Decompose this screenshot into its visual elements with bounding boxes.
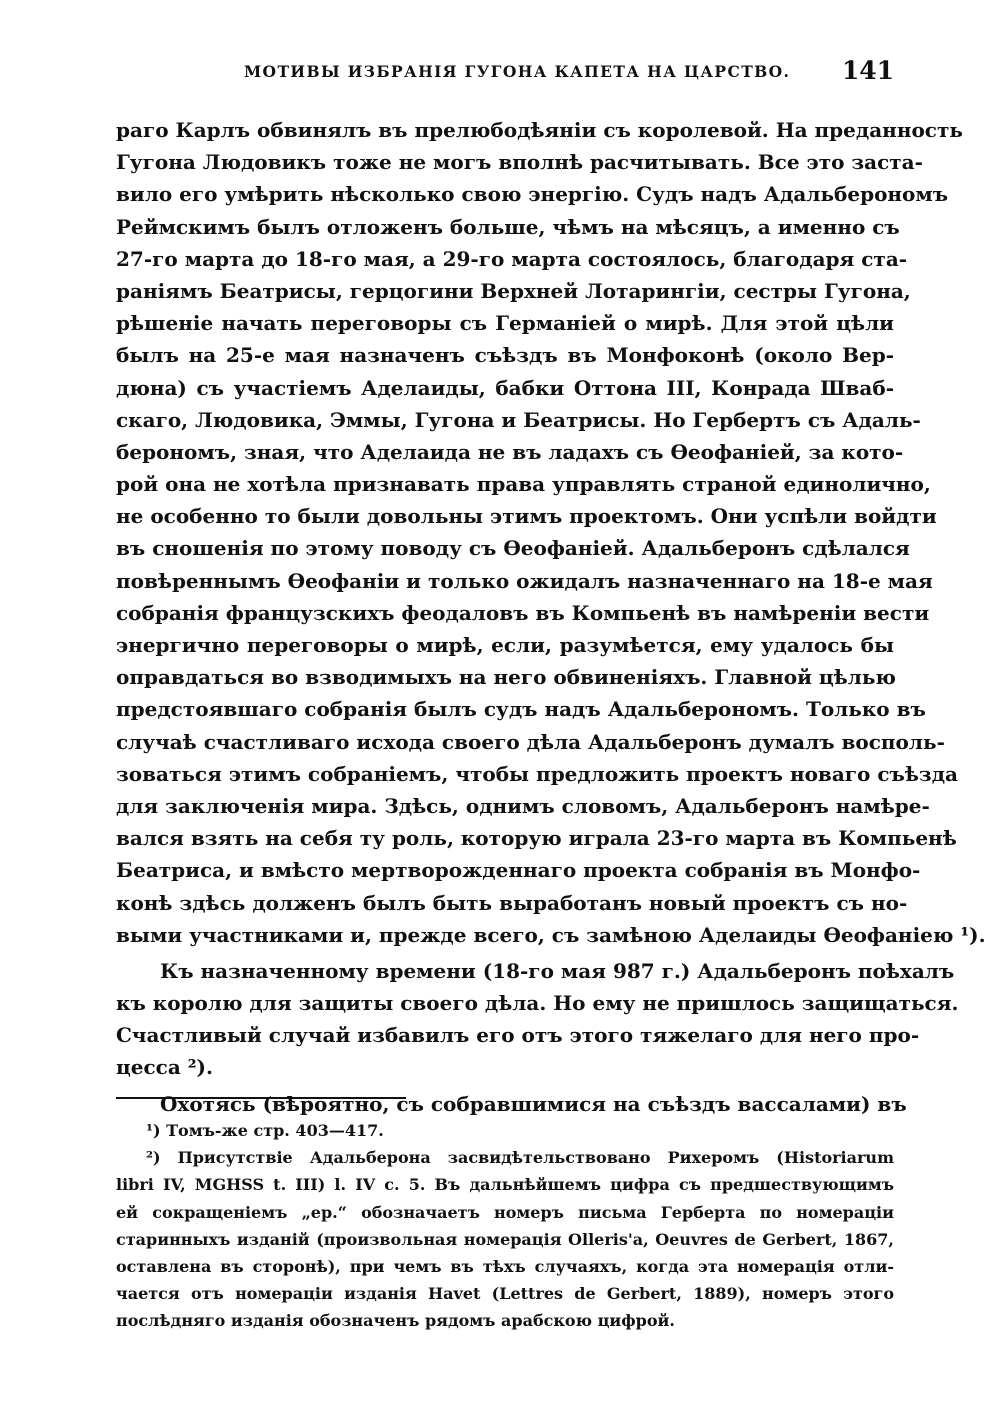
footnote-line: ей сокращеніемъ „ep.“ обозначаетъ номеръ письма Герберта по номераціи — [116, 1202, 894, 1222]
text-line: вался взять на себя ту роль, которую играла 23-го марта въ Компьенѣ — [116, 826, 957, 851]
text-line: раніямъ Беатрисы, герцогини Верхней Лотарингіи, сестры Гугона, — [116, 278, 911, 303]
running-title: МОТИВЫ ИЗБРАНІЯ ГУГОНА КАПЕТА НА ЦАРСТВО. — [244, 62, 791, 81]
text-line: предстоявшаго собранія былъ судъ надъ Адальберономъ. Только въ — [116, 697, 926, 722]
text-line: оправдаться во взводимыхъ на него обвиненіяхъ. Главной цѣлью — [116, 665, 896, 690]
text-line: не особенно то были довольны этимъ проектомъ. Они успѣли войдти — [116, 504, 937, 529]
text-line: берономъ, зная, что Аделаида не въ ладахъ съ Ѳеофаніей, за кото- — [116, 439, 904, 464]
text-line: 27-го марта до 18-го мая, а 29-го марта состоялось, благодаря ста- — [116, 246, 908, 271]
footnote-line: старинныхъ изданій (произвольная номерація Ollerіs'а, Oeuvres de Gerbert, 1867, — [116, 1229, 894, 1249]
text-line: Охотясь (вѣроятно, съ собравшимися на съѣздъ вассалами) въ — [160, 1091, 907, 1116]
text-line: Счастливый случай избавилъ его отъ этого тяжелаго для него про- — [116, 1023, 920, 1048]
text-line: зоваться этимъ собраніемъ, чтобы предложить проектъ новаго съѣзда — [116, 761, 958, 786]
text-line: Къ назначенному времени (18-го мая 987 г.) Адальберонъ поѣхалъ — [160, 958, 955, 983]
text-line: рѣшеніе начать переговоры съ Германіей о мирѣ. Для этой цѣли — [116, 311, 894, 336]
footnote-divider — [116, 1097, 406, 1099]
text-line: выми участниками и, прежде всего, съ замѣною Аделаиды Ѳеофаніею ¹). — [116, 922, 986, 947]
text-line: Беатриса, и вмѣсто мертворожденнаго проекта собранія въ Монфо- — [116, 858, 921, 883]
text-line: къ королю для защиты своего дѣла. Но ему не пришлось защищаться. — [116, 991, 959, 1016]
text-line: случаѣ счастливаго исхода своего дѣла Адальберонъ думалъ восполь- — [116, 729, 945, 754]
footnotes — [116, 1117, 894, 1335]
text-line: энергично переговоры о мирѣ, если, разумѣется, ему удалось бы — [116, 633, 894, 657]
body-text — [116, 114, 986, 1120]
text-line: собранія французскихъ феодаловъ въ Компьенѣ въ намѣреніи вести — [116, 600, 930, 625]
footnote-line: libri IV, MGHSS t. III) l. IV c. 5. Въ дальнѣйшемъ цифра съ предшествующимъ — [116, 1175, 894, 1195]
text-line: скаго, Людовика, Эммы, Гугона и Беатрисы. Но Гербертъ съ Адаль- — [116, 407, 921, 432]
page-header — [116, 56, 894, 90]
text-line: раго Карлъ обвинялъ въ прелюбодѣяніи съ королевой. На преданность — [116, 118, 963, 142]
text-line: въ сношенія по этому поводу съ Ѳеофаніей. Адальберонъ сдѣлался — [116, 536, 910, 561]
text-line: былъ на 25-е мая назначенъ съѣздъ въ Монфоконѣ (около Вер- — [116, 343, 894, 368]
footnote-line: чается отъ номераціи изданія Havet (Lettres de Gerbert, 1889), номеръ этого — [116, 1284, 894, 1304]
text-line: Гугона Людовикъ тоже не могъ вполнѣ расчитывать. Все это заста- — [116, 150, 923, 175]
text-line: дюна) съ участіемъ Аделаиды, бабки Оттона III, Конрада Шваб- — [116, 375, 894, 400]
text-line: рой она не хотѣла признавать права управлять страной единолично, — [116, 472, 931, 497]
text-line: повѣреннымъ Ѳеофаніи и только ожидалъ назначеннаго на 18-е мая — [116, 568, 933, 593]
footnote-line: ¹) Томъ-же стр. 403—417. — [146, 1121, 384, 1140]
page-number: 141 — [841, 56, 894, 85]
footnote-line: послѣдняго изданія обозначенъ рядомъ арабскою цифрой. — [116, 1311, 675, 1331]
text-line: конѣ здѣсь долженъ былъ быть выработанъ новый проектъ съ но- — [116, 890, 908, 915]
footnote-line: оставлена въ сторонѣ), при чемъ въ тѣхъ случаяхъ, когда эта номерація отли- — [116, 1256, 894, 1276]
text-line: Реймскимъ былъ отложенъ больше, чѣмъ на мѣсяцъ, а именно съ — [116, 214, 900, 239]
text-line: цесса ²). — [116, 1055, 213, 1080]
footnote-line: ²) Присутствіе Адальберона засвидѣтельствовано Рихеромъ (Historiarum — [146, 1148, 894, 1168]
text-line: для заключенія мира. Здѣсь, однимъ словомъ, Адальберонъ намѣре- — [116, 793, 930, 818]
text-line: вило его умѣрить нѣсколько свою энергію. Судъ надъ Адальберономъ — [116, 182, 949, 207]
